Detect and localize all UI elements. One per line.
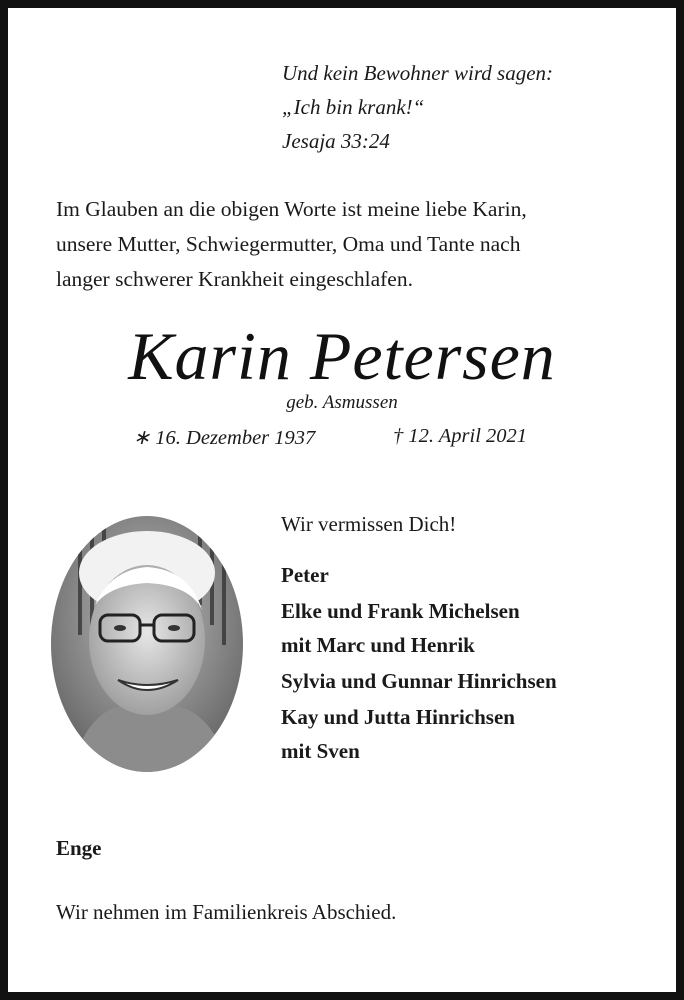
mourner-name: mit Sven: [281, 739, 360, 763]
mourner-name: Kay und Jutta Hinrichsen: [281, 705, 515, 729]
quote-line: „Ich bin krank!“: [282, 95, 425, 119]
portrait-photo: [50, 515, 244, 773]
intro-text: [56, 192, 646, 297]
mourners-list: [281, 558, 557, 768]
intro-line: Im Glauben an die obigen Worte ist meine liebe Karin,: [56, 197, 527, 221]
intro-line: unsere Mutter, Schwiegermutter, Oma und Tante nach: [56, 232, 521, 256]
mourner-name: mit Marc und Henrik: [281, 633, 475, 657]
quote-source: Jesaja 33:24: [282, 129, 390, 153]
closing-text: Wir nehmen im Familienkreis Abschied.: [56, 900, 397, 924]
deceased-name: Karin Petersen: [128, 318, 556, 394]
quote-line: Und kein Bewohner wird sagen:: [282, 61, 554, 85]
bible-quote: [282, 56, 553, 158]
mourner-name: Sylvia und Gunnar Hinrichsen: [281, 669, 557, 693]
mourner-name: Peter: [281, 563, 329, 587]
mourner-name: Elke und Frank Michelsen: [281, 599, 520, 623]
death-date: † 12. April 2021: [393, 425, 528, 447]
birth-date: ∗ 16. Dezember 1937: [133, 427, 316, 449]
place-name: Enge: [56, 836, 102, 860]
intro-line: langer schwerer Krankheit eingeschlafen.: [56, 267, 413, 291]
birth-name: geb. Asmussen: [286, 392, 398, 413]
mourners-heading: Wir vermissen Dich!: [281, 512, 457, 536]
